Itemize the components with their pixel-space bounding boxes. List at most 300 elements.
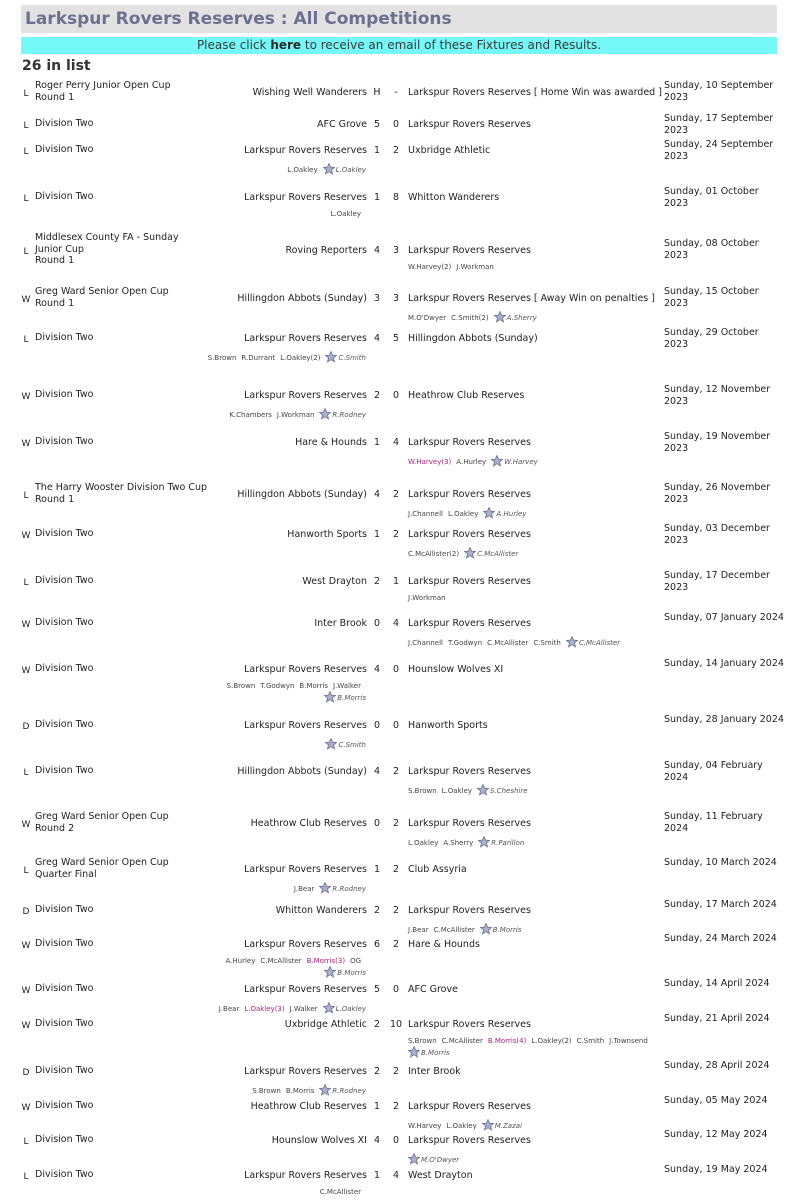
away-team[interactable]: Hounslow Wolves XI [408,664,504,675]
home-score: 0 [373,618,381,629]
home-score: 4 [373,333,381,344]
away-team[interactable]: Larkspur Rovers Reserves [408,245,531,256]
goal-scorer[interactable]: C.McAllister [441,1037,483,1045]
star-icon [324,966,336,978]
match-date: Sunday, 12 November 2023 [664,384,771,407]
home-team[interactable]: Hillingdon Abbots (Sunday) [237,489,367,500]
away-team[interactable]: Hanworth Sports [408,720,488,731]
away-score: 0 [392,664,400,675]
away-score: 2 [392,864,400,875]
goal-scorer[interactable]: J.Walker [333,682,361,690]
player-of-match [319,885,366,893]
home-team[interactable]: AFC Grove [317,119,367,130]
competition-name: Division Two [35,1065,94,1076]
home-team[interactable]: Inter Brook [314,618,367,629]
competition-name: Division Two [35,983,94,994]
goal-scorer[interactable]: S.Brown [252,1087,281,1095]
goal-scorer[interactable]: W.Harvey(2) [408,263,452,271]
result-letter: D [22,722,30,732]
player-of-match-name[interactable]: A.Sherry [506,314,537,322]
away-scorers [408,311,658,323]
match-date: Sunday, 07 January 2024 [664,612,784,623]
goal-scorer[interactable]: C.McAllister [433,926,475,934]
player-of-match-name[interactable]: L.Oakley [335,1005,366,1013]
home-score: 1 [373,192,381,203]
player-of-match [408,1049,450,1057]
away-scorers [408,547,658,559]
goal-scorer[interactable]: C.Smith [576,1037,605,1045]
away-score: 5 [392,333,400,344]
goal-scorer[interactable]: J.Channell [408,510,443,518]
home-score: 1 [373,864,381,875]
away-score: 2 [392,489,400,500]
home-score: 1 [373,1101,381,1112]
goal-scorer[interactable]: B.Morris [285,1087,315,1095]
player-of-match-name[interactable]: C.Smith [338,354,366,362]
goal-scorer[interactable]: J.Workman [456,263,494,271]
player-of-match [494,314,537,322]
result-letter: W [21,295,31,305]
player-of-match [477,787,528,795]
away-team[interactable]: Whitton Wanderers [408,192,500,203]
goal-scorer[interactable]: C.McAllister [260,957,302,965]
away-score: 2 [392,939,400,950]
away-team[interactable]: Larkspur Rovers Reserves [408,818,531,829]
match-date: Sunday, 17 December 2023 [664,570,770,593]
competition-name: Division Two [35,144,94,155]
player-of-match [324,694,366,702]
player-of-match [482,1122,522,1130]
player-of-match-name[interactable]: C.Smith [338,741,366,749]
away-scorers [408,1153,658,1165]
competition-name: The Harry Wooster Division Two Cup Round 1 [35,482,208,505]
result-letter: D [22,907,30,917]
home-score: 4 [373,664,381,675]
result-letter: L [23,578,29,588]
away-team[interactable]: AFC Grove [408,984,458,995]
match-date: Sunday, 14 April 2024 [664,978,770,989]
star-icon [483,507,495,519]
star-icon [491,455,503,467]
home-team[interactable]: Hare & Hounds [295,437,367,448]
star-icon [477,784,489,796]
goal-scorer[interactable]: C.Smith [533,639,561,647]
result-letter: L [23,194,29,204]
goal-scorer[interactable]: K.Chambers [229,411,272,419]
away-team[interactable]: Larkspur Rovers Reserves [ Home Win was awarded ] [408,87,662,98]
goal-scorer[interactable]: C.Smith(2) [451,314,489,322]
match-date: Sunday, 11 February 2024 [664,811,763,834]
match-date: Sunday, 24 March 2024 [664,933,777,944]
away-team[interactable]: Larkspur Rovers Reserves [408,1019,531,1030]
home-score: 4 [373,245,381,256]
player-of-match-name[interactable]: B.Morris [337,694,366,702]
result-letter: W [21,620,31,630]
away-score: 8 [392,192,400,203]
competition-name: Greg Ward Senior Open Cup Quarter Final [35,857,169,880]
home-team[interactable]: Larkspur Rovers Reserves [244,1170,367,1181]
home-team[interactable]: Roving Reporters [285,245,367,256]
competition-name: Division Two [35,575,94,586]
goal-scorer[interactable]: J.Bear [218,1005,240,1013]
star-icon [482,1119,494,1131]
away-team[interactable]: Club Assyria [408,864,467,875]
star-icon [480,923,492,935]
match-date: Sunday, 01 October 2023 [664,186,759,209]
match-date: Sunday, 04 February 2024 [664,760,763,783]
goal-scorer[interactable]: W.Harvey(3) [408,458,452,466]
competition-name: Division Two [35,1018,94,1029]
away-score: 0 [392,390,400,401]
match-date: Sunday, 29 October 2023 [664,327,759,350]
goal-scorer[interactable]: S.Brown [408,787,437,795]
match-date: Sunday, 24 September 2023 [664,139,774,162]
player-of-match [408,1156,459,1164]
goal-scorer[interactable]: J.Bear [408,926,429,934]
home-scorers [201,351,366,363]
player-of-match-name[interactable]: S.Cheshire [490,787,528,795]
competition-name: Division Two [35,719,94,730]
goal-scorer[interactable]: A.Hurley [456,458,487,466]
star-icon [319,882,331,894]
match-date: Sunday, 19 May 2024 [664,1164,768,1175]
match-date: Sunday, 12 May 2024 [664,1129,768,1140]
away-team[interactable]: Larkspur Rovers Reserves [408,437,531,448]
away-scorers [408,836,658,848]
home-team[interactable]: Heathrow Club Reserves [250,1101,367,1112]
player-of-match-name[interactable]: R.Rodney [332,1087,366,1095]
away-team[interactable]: Larkspur Rovers Reserves [408,905,531,916]
result-letter: L [23,768,29,778]
away-score: 3 [392,293,400,304]
competition-name: Roger Perry Junior Open Cup Round 1 [35,80,171,103]
competition-name: Division Two [35,938,94,949]
away-score: 2 [392,1101,400,1112]
home-team[interactable]: Hounslow Wolves XI [271,1135,367,1146]
home-team[interactable]: Larkspur Rovers Reserves [244,720,367,731]
player-of-match [483,510,526,518]
home-scorers [201,1084,366,1096]
goal-scorer[interactable]: B.Morris(4) [487,1037,527,1045]
goal-scorer[interactable]: R.Durrant [241,354,276,362]
goal-scorer[interactable]: A.Hurley [225,957,256,965]
goal-scorer[interactable]: C.McAllister [487,639,529,647]
star-icon [324,691,336,703]
away-team[interactable]: Hillingdon Abbots (Sunday) [408,333,538,344]
home-score: 2 [373,905,381,916]
result-letter: L [23,1137,29,1147]
result-letter: W [21,941,31,951]
away-team[interactable]: Larkspur Rovers Reserves [408,1101,531,1112]
home-score: 2 [373,1066,381,1077]
result-letter: W [21,392,31,402]
result-letter: L [23,335,29,345]
match-date: Sunday, 19 November 2023 [664,431,771,454]
away-team[interactable]: Larkspur Rovers Reserves [408,576,531,587]
away-score: 0 [392,1135,400,1146]
star-icon [319,1084,331,1096]
match-date: Sunday, 17 September 2023 [664,113,774,136]
player-of-match-name[interactable]: W.Harvey [504,458,538,466]
home-team[interactable]: West Drayton [302,576,367,587]
match-date: Sunday, 28 January 2024 [664,714,784,725]
home-scorers [201,408,366,420]
goal-scorer[interactable]: L.Oakley [441,787,473,795]
away-team[interactable]: Larkspur Rovers Reserves [ Away Win on penalties ] [408,293,655,304]
competition-name: Division Two [35,1100,94,1111]
result-letter: D [22,1068,30,1078]
goal-scorer[interactable]: L.Oakley(2) [280,354,321,362]
competition-name: Division Two [35,617,94,628]
player-of-match-name[interactable]: C.McAllister [477,550,519,558]
player-of-match-name[interactable]: R.Parillon [491,839,525,847]
result-letter: L [23,89,29,99]
home-score: 0 [373,720,381,731]
home-score: 0 [373,818,381,829]
away-scorers [408,636,658,648]
home-team[interactable]: Wishing Well Wanderers [252,87,367,98]
home-score: 5 [373,984,381,995]
goal-scorer[interactable]: J.Workman [408,594,446,602]
match-date: Sunday, 05 May 2024 [664,1095,768,1106]
player-of-match-name[interactable]: A.Hurley [496,510,527,518]
home-score: 1 [373,529,381,540]
away-team[interactable]: Larkspur Rovers Reserves [408,1135,531,1146]
competition-name: Division Two [35,528,94,539]
player-of-match-name[interactable]: M.Zazai [494,1122,523,1130]
away-scorers [408,784,658,796]
away-score: 2 [392,529,400,540]
away-score: 2 [392,1066,400,1077]
star-icon [408,1046,420,1058]
home-score: 4 [373,766,381,777]
away-score: 2 [392,818,400,829]
list-count: 26 in list [22,58,91,74]
away-team[interactable]: Hare & Hounds [408,939,480,950]
away-score: 4 [392,618,400,629]
home-team[interactable]: Whitton Wanderers [275,905,367,916]
goal-scorer[interactable]: J.Townsend [609,1037,648,1045]
home-team[interactable]: Heathrow Club Reserves [250,818,367,829]
star-icon [494,311,506,323]
match-date: Sunday, 03 December 2023 [664,523,770,546]
away-team[interactable]: Uxbridge Athletic [408,145,491,156]
competition-name: Division Two [35,332,94,343]
away-scorers [408,455,658,467]
goal-scorer[interactable]: B.Morris(3) [306,957,346,965]
goal-scorer[interactable]: A.Sherry [443,839,474,847]
home-score: H [373,87,381,98]
home-scorers [201,882,366,894]
home-scorers [201,163,366,175]
home-team[interactable]: Hillingdon Abbots (Sunday) [237,293,367,304]
home-score: 3 [373,293,381,304]
away-scorers [408,263,658,272]
home-team[interactable]: Larkspur Rovers Reserves [244,864,367,875]
away-scorers [408,1119,658,1131]
player-of-match [464,550,518,558]
email-signup-link[interactable]: here [270,38,302,52]
goal-scorer[interactable]: C.McAllister [319,1188,361,1196]
away-team[interactable]: Larkspur Rovers Reserves [408,119,531,130]
result-letter: L [23,247,29,257]
player-of-match [566,639,620,647]
result-letter: L [23,491,29,501]
away-score: 2 [392,145,400,156]
away-score: 4 [392,1170,400,1181]
home-score: 2 [373,576,381,587]
goal-scorer[interactable]: L.Oakley [447,510,479,518]
home-score: 6 [373,939,381,950]
home-scorers [201,682,366,703]
goal-scorer[interactable]: B.Morris [299,682,328,690]
goal-scorer[interactable]: M.O'Dwyer [408,314,447,322]
competition-name: Division Two [35,118,94,129]
page-title: Larkspur Rovers Reserves : All Competitions [25,9,452,29]
away-team[interactable]: West Drayton [408,1170,473,1181]
away-score: 10 [389,1019,403,1030]
home-team[interactable]: Hillingdon Abbots (Sunday) [237,766,367,777]
goal-scorer[interactable]: W.Harvey [408,1122,442,1130]
away-score: 2 [392,766,400,777]
away-scorers [408,923,658,935]
away-team[interactable]: Larkspur Rovers Reserves [408,489,531,500]
result-letter: W [21,820,31,830]
star-icon [323,1002,335,1014]
home-score: 1 [373,145,381,156]
goal-scorer[interactable]: J.Bear [293,885,315,893]
goal-scorer[interactable]: S.Brown [408,1037,437,1045]
goal-scorer[interactable]: L.Oakley [330,210,361,218]
goal-scorer[interactable]: L.Oakley [446,1122,477,1130]
player-of-match-name[interactable]: M.O'Dwyer [421,1156,460,1164]
match-date: Sunday, 10 September 2023 [664,80,774,103]
player-of-match [478,839,524,847]
home-team[interactable]: Hanworth Sports [287,529,367,540]
away-score: 4 [392,437,400,448]
match-date: Sunday, 10 March 2024 [664,857,777,868]
player-of-match-name[interactable]: B.Morris [337,969,366,977]
star-icon [323,163,335,175]
away-score: 0 [392,119,400,130]
away-team[interactable]: Larkspur Rovers Reserves [408,529,531,540]
player-of-match [491,458,538,466]
goal-scorer[interactable]: L.Oakley [408,839,439,847]
competition-name: Division Two [35,904,94,915]
result-letter: W [21,666,31,676]
goal-scorer[interactable]: J.Channell [408,639,443,647]
star-icon [325,351,337,363]
competition-name: Division Two [35,1169,94,1180]
result-letter: W [21,531,31,541]
match-date: Sunday, 14 January 2024 [664,658,784,669]
home-team[interactable]: Uxbridge Athletic [284,1019,367,1030]
star-icon [325,738,337,750]
home-scorers [201,1002,366,1014]
result-letter: W [21,1103,31,1113]
goal-scorer[interactable]: C.McAllister(2) [408,550,460,558]
star-icon [464,547,476,559]
goal-scorer[interactable]: J.Walker [289,1005,318,1013]
result-letter: L [23,121,29,131]
notice-post-text: to receive an email of these Fixtures and Results. [301,38,602,52]
goal-scorer[interactable]: L.Oakley(2) [531,1037,572,1045]
home-scorers [201,1188,366,1197]
competition-name: Greg Ward Senior Open Cup Round 2 [35,811,169,834]
home-team[interactable]: Larkspur Rovers Reserves [244,333,367,344]
player-of-match-name[interactable]: L.Oakley [335,166,366,174]
goal-scorer[interactable]: S.Brown [207,354,237,362]
player-of-match [319,1087,366,1095]
goal-scorer[interactable]: OG [350,957,361,965]
home-score: 4 [373,489,381,500]
away-team[interactable]: Heathrow Club Reserves [408,390,525,401]
player-of-match-name[interactable]: B.Morris [421,1049,450,1057]
star-icon [319,408,331,420]
star-icon [478,836,490,848]
star-icon [566,636,578,648]
home-team[interactable]: Larkspur Rovers Reserves [244,664,367,675]
home-team[interactable]: Larkspur Rovers Reserves [244,1066,367,1077]
home-team[interactable]: Larkspur Rovers Reserves [244,192,367,203]
player-of-match-name[interactable]: R.Rodney [332,885,366,893]
goal-scorer[interactable]: S.Brown [226,682,256,690]
home-team[interactable]: Larkspur Rovers Reserves [244,390,367,401]
away-score: 3 [392,245,400,256]
competition-name: Division Two [35,191,94,202]
home-score: 1 [373,437,381,448]
player-of-match-name[interactable]: C.McAllister [578,639,621,647]
result-letter: L [23,1172,29,1182]
away-team[interactable]: Larkspur Rovers Reserves [408,618,531,629]
away-score: - [394,87,398,98]
match-date: Sunday, 17 March 2024 [664,899,777,910]
home-scorers [201,957,366,978]
player-of-match-name[interactable]: B.Morris [492,926,522,934]
home-team[interactable]: Larkspur Rovers Reserves [244,145,367,156]
player-of-match [325,354,366,362]
goal-scorer[interactable]: T.Godwyn [260,682,295,690]
away-score: 0 [392,720,400,731]
away-team[interactable]: Inter Brook [408,1066,461,1077]
home-team[interactable]: Larkspur Rovers Reserves [244,939,367,950]
competition-name: Division Two [35,663,94,674]
player-of-match [324,969,366,977]
player-of-match [319,411,366,419]
competition-name: Division Two [35,765,94,776]
match-date: Sunday, 15 October 2023 [664,286,759,309]
player-of-match [325,741,366,749]
result-letter: W [21,986,31,996]
home-score: 5 [373,119,381,130]
away-team[interactable]: Larkspur Rovers Reserves [408,766,531,777]
goal-scorer[interactable]: L.Oakley [287,166,318,174]
competition-name: Greg Ward Senior Open Cup Round 1 [35,286,169,309]
competition-name: Division Two [35,436,94,447]
result-letter: W [21,1021,31,1031]
goal-scorer[interactable]: L.Oakley(3) [244,1005,285,1013]
result-letter: L [23,147,29,157]
away-score: 0 [392,984,400,995]
goal-scorer[interactable]: T.Godwyn [447,639,483,647]
goal-scorer[interactable]: J.Workman [276,411,315,419]
away-scorers [408,594,658,603]
competition-name: Middlesex County FA - Sunday Junior Cup Round 1 [35,232,179,266]
away-scorers [408,1037,658,1058]
star-icon [408,1153,420,1165]
home-team[interactable]: Larkspur Rovers Reserves [244,984,367,995]
player-of-match-name[interactable]: R.Rodney [332,411,366,419]
